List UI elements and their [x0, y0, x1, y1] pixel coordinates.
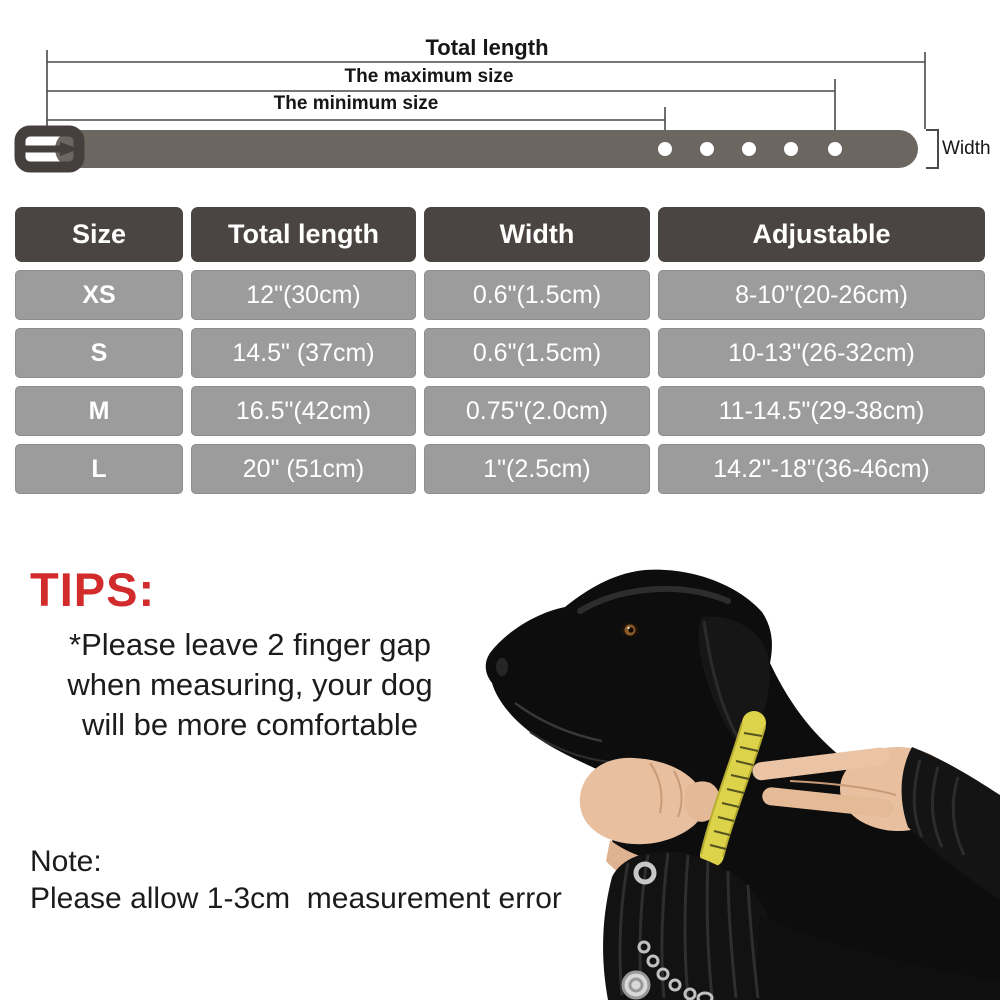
cell-m-width: 0.75"(2.0cm) — [424, 386, 650, 436]
maximum-size-label: The maximum size — [344, 66, 514, 87]
cell-m-size: M — [15, 386, 183, 436]
header-width: Width — [424, 207, 650, 262]
tips-line-3: will be more comfortable — [82, 707, 418, 742]
cell-s-total-length: 14.5" (37cm) — [191, 328, 416, 378]
note-section — [30, 843, 562, 917]
cell-s-adjustable: 10-13"(26-32cm) — [658, 328, 985, 378]
width-bracket — [926, 130, 938, 168]
cell-xs-width: 0.6"(1.5cm) — [424, 270, 650, 320]
tips-section — [0, 562, 500, 745]
cell-l-adjustable: 14.2"-18"(36-46cm) — [658, 444, 985, 494]
cell-xs-adjustable: 8-10"(20-26cm) — [658, 270, 985, 320]
collar-buckle — [20, 131, 79, 167]
cell-l-size: L — [15, 444, 183, 494]
dog-measurement-photo — [460, 555, 1000, 1000]
cell-m-total-length: 16.5"(42cm) — [191, 386, 416, 436]
total-length-label: Total length — [425, 35, 549, 60]
minimum-size-label: The minimum size — [273, 93, 439, 114]
tips-heading: TIPS: — [30, 563, 156, 616]
cell-xs-total-length: 12"(30cm) — [191, 270, 416, 320]
tips-line-2: when measuring, your dog — [67, 667, 433, 702]
cell-xs-size: XS — [15, 270, 183, 320]
note-text: Please allow 1-3cm measurement error — [30, 882, 562, 915]
cell-s-width: 0.6"(1.5cm) — [424, 328, 650, 378]
collar-diagram — [0, 0, 1000, 206]
collar-diagram-graphic — [0, 0, 1000, 206]
header-adjustable: Adjustable — [658, 207, 985, 262]
size-table — [15, 207, 985, 494]
cell-l-width: 1"(2.5cm) — [424, 444, 650, 494]
header-size: Size — [15, 207, 183, 262]
tips-text — [0, 625, 500, 745]
cell-s-size: S — [15, 328, 183, 378]
header-total-length: Total length — [191, 207, 416, 262]
cell-m-adjustable: 11-14.5"(29-38cm) — [658, 386, 985, 436]
cell-l-total-length: 20" (51cm) — [191, 444, 416, 494]
tips-line-1: *Please leave 2 finger gap — [69, 627, 431, 662]
note-heading: Note: — [30, 845, 102, 878]
width-label: Width — [942, 138, 991, 159]
dog-eye — [621, 623, 639, 637]
